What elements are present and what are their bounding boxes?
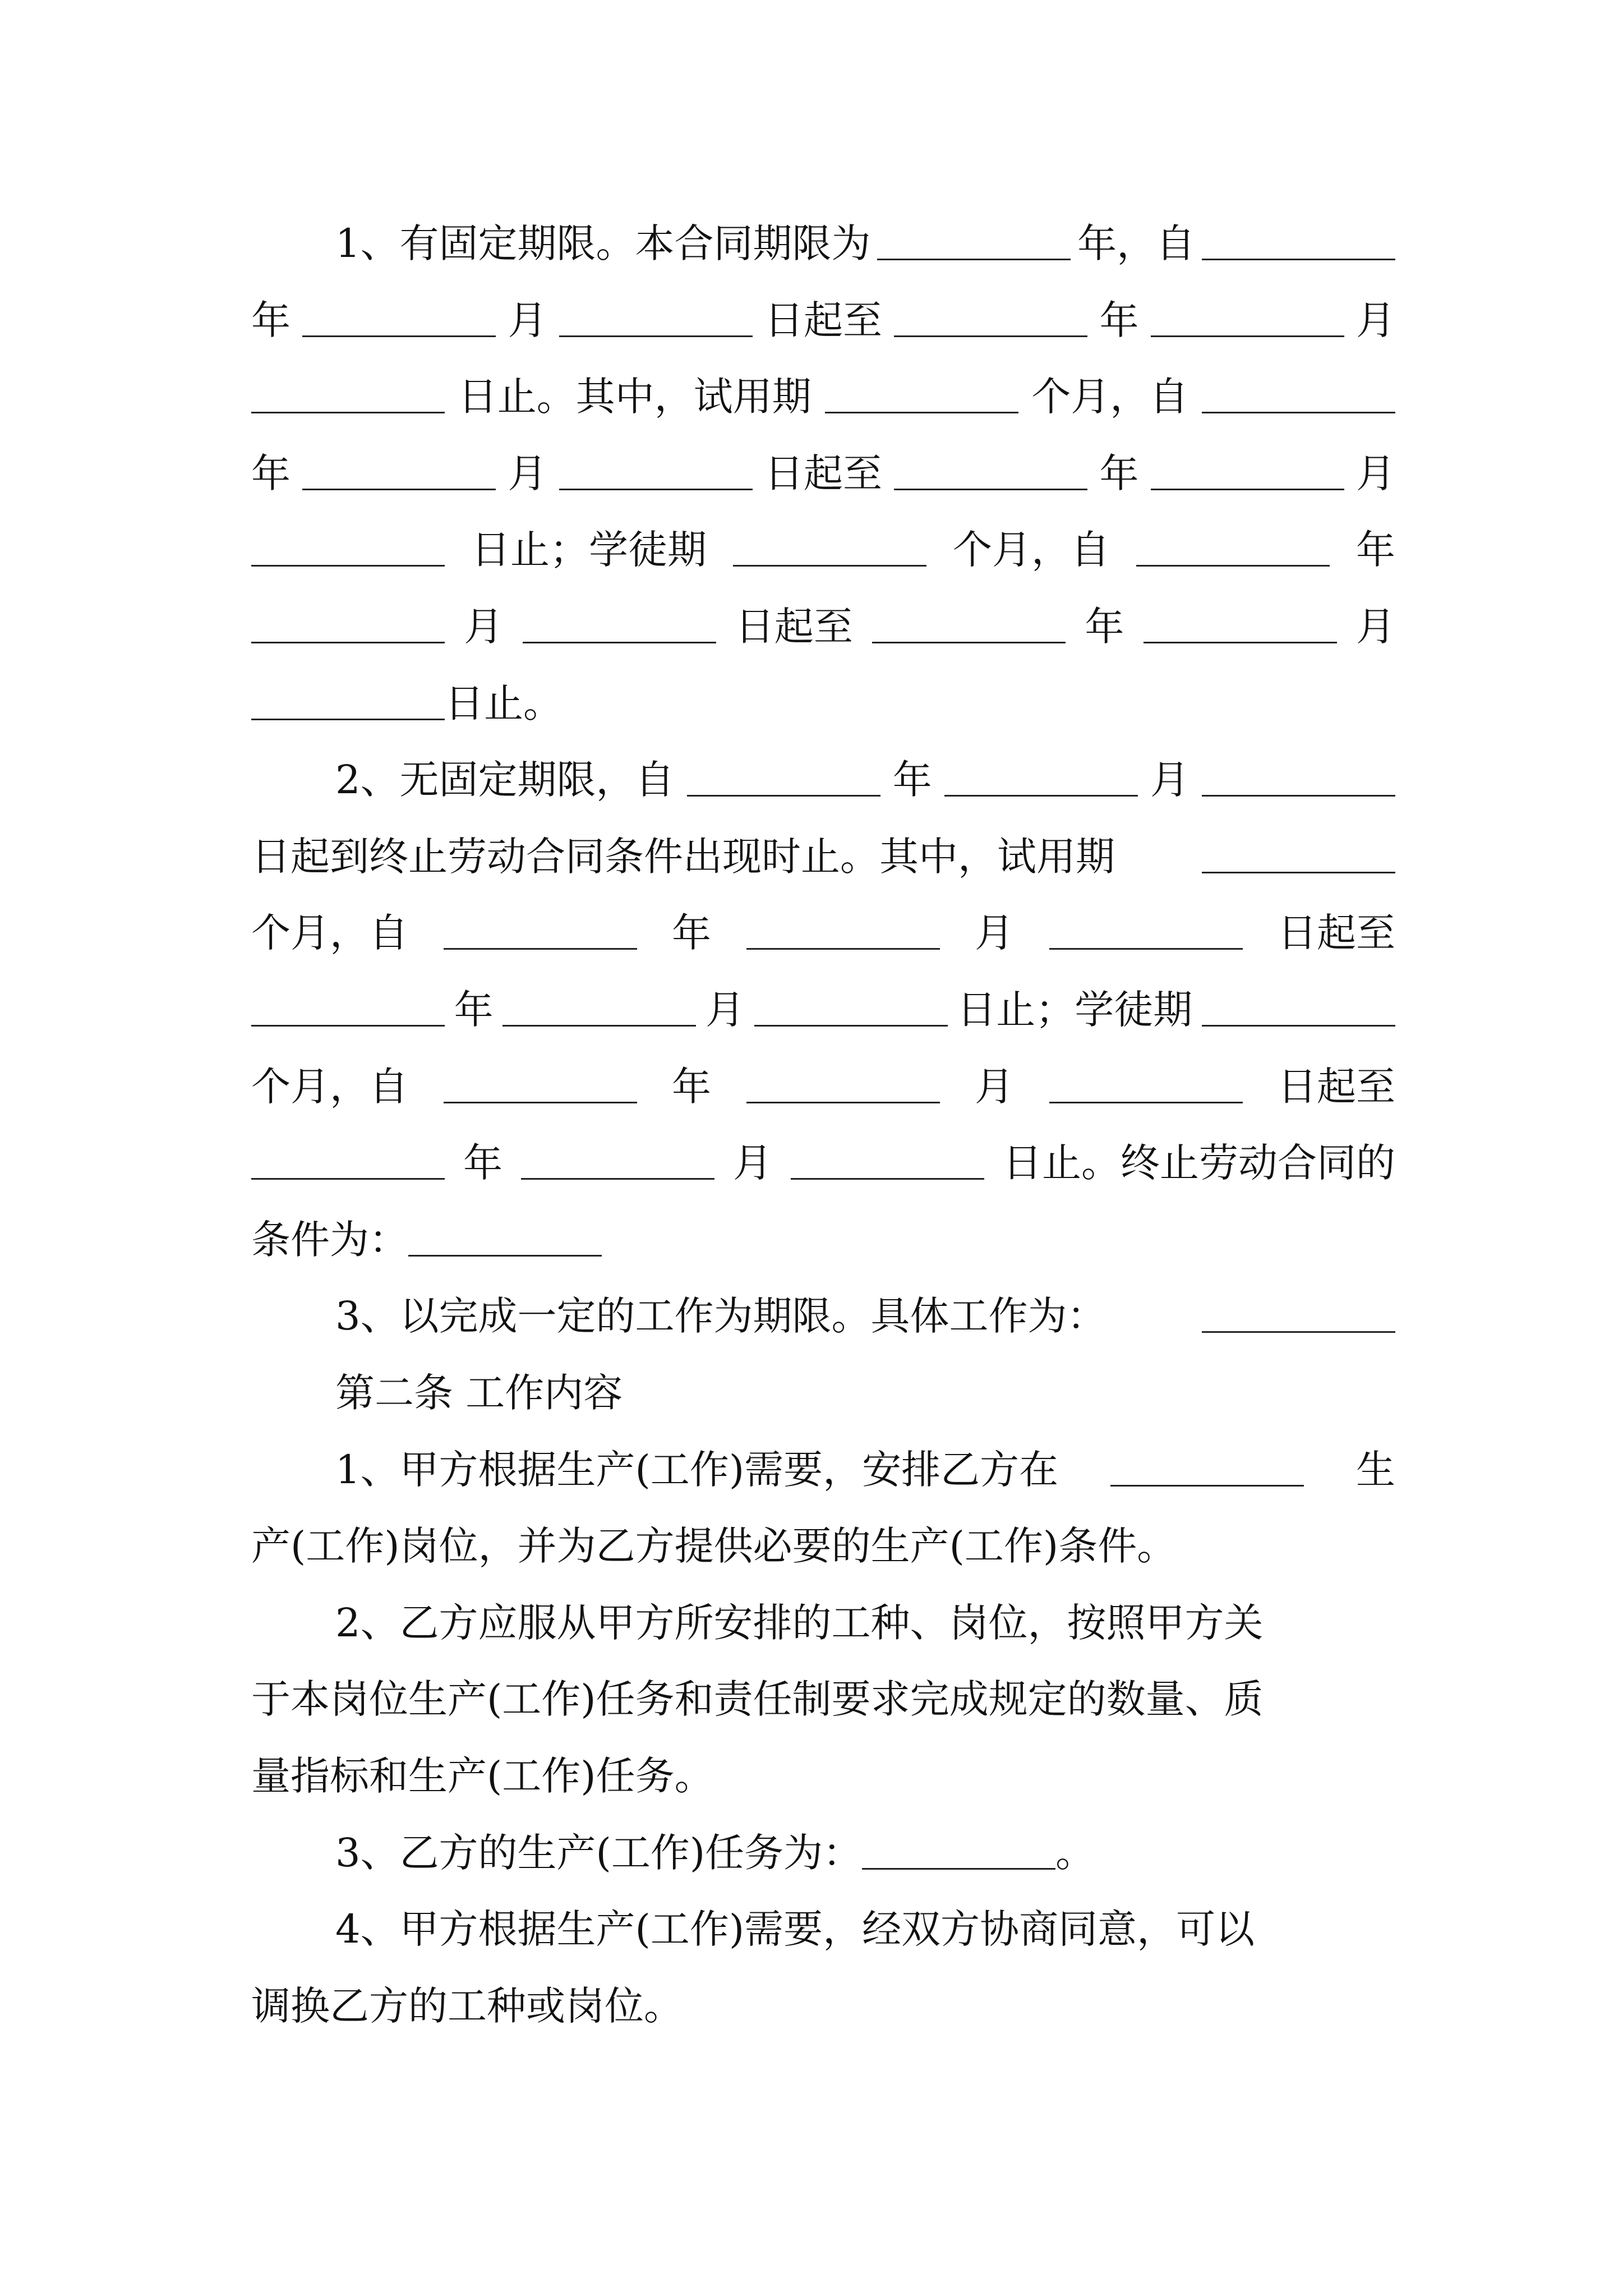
text-line	[251, 440, 1395, 507]
text-segment: 日止。	[445, 680, 562, 726]
text-segment: 3、乙方的生产(工作)任务为：	[335, 1830, 863, 1876]
fill-in-blank	[444, 1099, 637, 1103]
text-line	[335, 1359, 1395, 1427]
fill-in-blank	[502, 1023, 696, 1027]
text-segment: 日起至	[764, 297, 882, 343]
fill-in-blank	[1144, 639, 1337, 643]
text-line	[251, 899, 1395, 967]
text-line	[251, 593, 1395, 660]
text-segment: 。	[1055, 1830, 1095, 1876]
text-segment: 4、甲方根据生产(工作)需要，经双方协商同意，可以	[335, 1906, 1255, 1952]
text-line	[251, 823, 1395, 890]
text-segment: 年	[672, 910, 711, 956]
text-segment: 年	[1099, 450, 1139, 496]
text-line	[335, 210, 1395, 277]
fill-in-blank	[825, 409, 1018, 413]
text-line	[335, 746, 1395, 813]
fill-in-blank	[1049, 1099, 1243, 1103]
text-segment: 年，自	[1077, 220, 1196, 266]
text-line	[251, 1742, 1395, 1810]
text-line	[251, 1665, 1395, 1733]
text-segment: 日起至	[1278, 1064, 1395, 1110]
text-line	[251, 1053, 1395, 1120]
fill-in-blank	[1049, 946, 1243, 950]
text-segment: 3、以完成一定的工作为期限。具体工作为：	[335, 1293, 1106, 1339]
fill-in-blank	[521, 1176, 714, 1180]
text-segment: 1、甲方根据生产(工作)需要，安排乙方在	[335, 1447, 1059, 1493]
text-segment: 个月，自	[1031, 374, 1189, 420]
text-segment: 量指标和生产(工作)任务。	[251, 1753, 714, 1799]
fill-in-blank	[251, 639, 445, 643]
text-line	[251, 516, 1395, 583]
text-segment: 月	[1356, 297, 1395, 343]
text-segment: 个月，自	[251, 910, 408, 956]
text-segment: 月	[508, 297, 547, 343]
fill-in-blank	[1202, 869, 1395, 873]
text-segment: 年	[892, 757, 932, 803]
text-line	[251, 1972, 1395, 2040]
fill-in-blank	[559, 333, 753, 337]
text-segment: 调换乙方的工种或岗位。	[251, 1983, 683, 2029]
text-segment: 日止；学徒期	[957, 987, 1193, 1033]
fill-in-blank	[1202, 409, 1395, 413]
text-line	[335, 1589, 1395, 1657]
text-segment: 年	[1099, 297, 1139, 343]
text-segment: 月	[1355, 604, 1395, 650]
fill-in-blank	[408, 1253, 602, 1257]
fill-in-blank	[1151, 486, 1344, 490]
text-segment: 日起至	[735, 604, 853, 650]
text-segment: 1、有固定期限。本合同期限为	[335, 220, 871, 266]
fill-in-blank	[754, 1023, 948, 1027]
fill-in-blank	[302, 333, 496, 337]
text-line	[251, 670, 1395, 737]
text-segment: 条件为：	[251, 1217, 408, 1263]
text-segment: 年	[251, 297, 291, 343]
fill-in-blank	[1202, 1329, 1395, 1333]
text-segment: 年	[1085, 604, 1124, 650]
text-segment: 月	[705, 987, 745, 1033]
text-segment: 年	[463, 1140, 502, 1186]
text-segment: 日起到终止劳动合同条件出现时止。其中，试用期	[251, 834, 1115, 880]
fill-in-blank	[1151, 333, 1344, 337]
text-segment: 日止。终止劳动合同的	[1003, 1140, 1395, 1186]
fill-in-blank	[251, 1176, 445, 1180]
text-segment: 第二条 工作内容	[335, 1370, 623, 1416]
fill-in-blank	[1110, 1483, 1304, 1487]
fill-in-blank	[1202, 793, 1395, 797]
text-line	[251, 1512, 1395, 1580]
text-segment: 年	[251, 450, 291, 496]
text-line	[251, 1129, 1395, 1197]
fill-in-blank	[444, 946, 637, 950]
text-segment: 日起至	[1278, 910, 1395, 956]
fill-in-blank	[251, 1023, 445, 1027]
text-segment: 日起至	[764, 450, 882, 496]
fill-in-blank	[733, 563, 926, 567]
text-segment: 月	[975, 910, 1014, 956]
fill-in-blank	[251, 563, 445, 567]
text-line	[251, 1206, 1395, 1273]
fill-in-blank	[791, 1176, 984, 1180]
text-segment: 年	[454, 987, 494, 1033]
text-segment: 月	[1150, 757, 1189, 803]
fill-in-blank	[302, 486, 496, 490]
fill-in-blank	[894, 486, 1087, 490]
text-line	[335, 1282, 1395, 1350]
text-segment: 年	[1356, 527, 1395, 573]
text-line	[335, 1895, 1395, 1963]
text-segment: 个月，自	[953, 527, 1110, 573]
fill-in-blank	[1202, 1023, 1395, 1027]
fill-in-blank	[746, 946, 940, 950]
fill-in-blank	[523, 639, 716, 643]
fill-in-blank	[559, 486, 753, 490]
text-segment: 月	[508, 450, 547, 496]
text-segment: 2、乙方应服从甲方所安排的工种、岗位，按照甲方关	[335, 1600, 1264, 1646]
text-segment: 月	[733, 1140, 772, 1186]
fill-in-blank	[862, 1866, 1055, 1870]
text-segment: 生	[1356, 1447, 1395, 1493]
fill-in-blank	[251, 716, 445, 720]
text-segment: 年	[672, 1064, 711, 1110]
text-line	[335, 1436, 1395, 1503]
text-segment: 日止；学徒期	[471, 527, 707, 573]
text-line	[251, 363, 1395, 430]
fill-in-blank	[687, 793, 880, 797]
text-segment: 个月，自	[251, 1064, 408, 1110]
text-line	[251, 287, 1395, 354]
text-segment: 月	[464, 604, 504, 650]
text-segment: 日止。其中，试用期	[458, 374, 811, 420]
text-segment: 2、无固定期限，自	[335, 757, 675, 803]
fill-in-blank	[251, 409, 445, 413]
text-segment: 月	[1356, 450, 1395, 496]
fill-in-blank	[877, 256, 1071, 260]
text-segment: 于本岗位生产(工作)任务和责任制要求完成规定的数量、质	[251, 1676, 1264, 1722]
text-segment: 月	[975, 1064, 1014, 1110]
fill-in-blank	[1136, 563, 1330, 567]
fill-in-blank	[1202, 256, 1395, 260]
text-line	[251, 976, 1395, 1043]
fill-in-blank	[872, 639, 1066, 643]
fill-in-blank	[894, 333, 1087, 337]
text-line	[335, 1819, 1395, 1887]
fill-in-blank	[746, 1099, 940, 1103]
fill-in-blank	[944, 793, 1138, 797]
text-segment: 产(工作)岗位，并为乙方提供必要的生产(工作)条件。	[251, 1523, 1177, 1569]
